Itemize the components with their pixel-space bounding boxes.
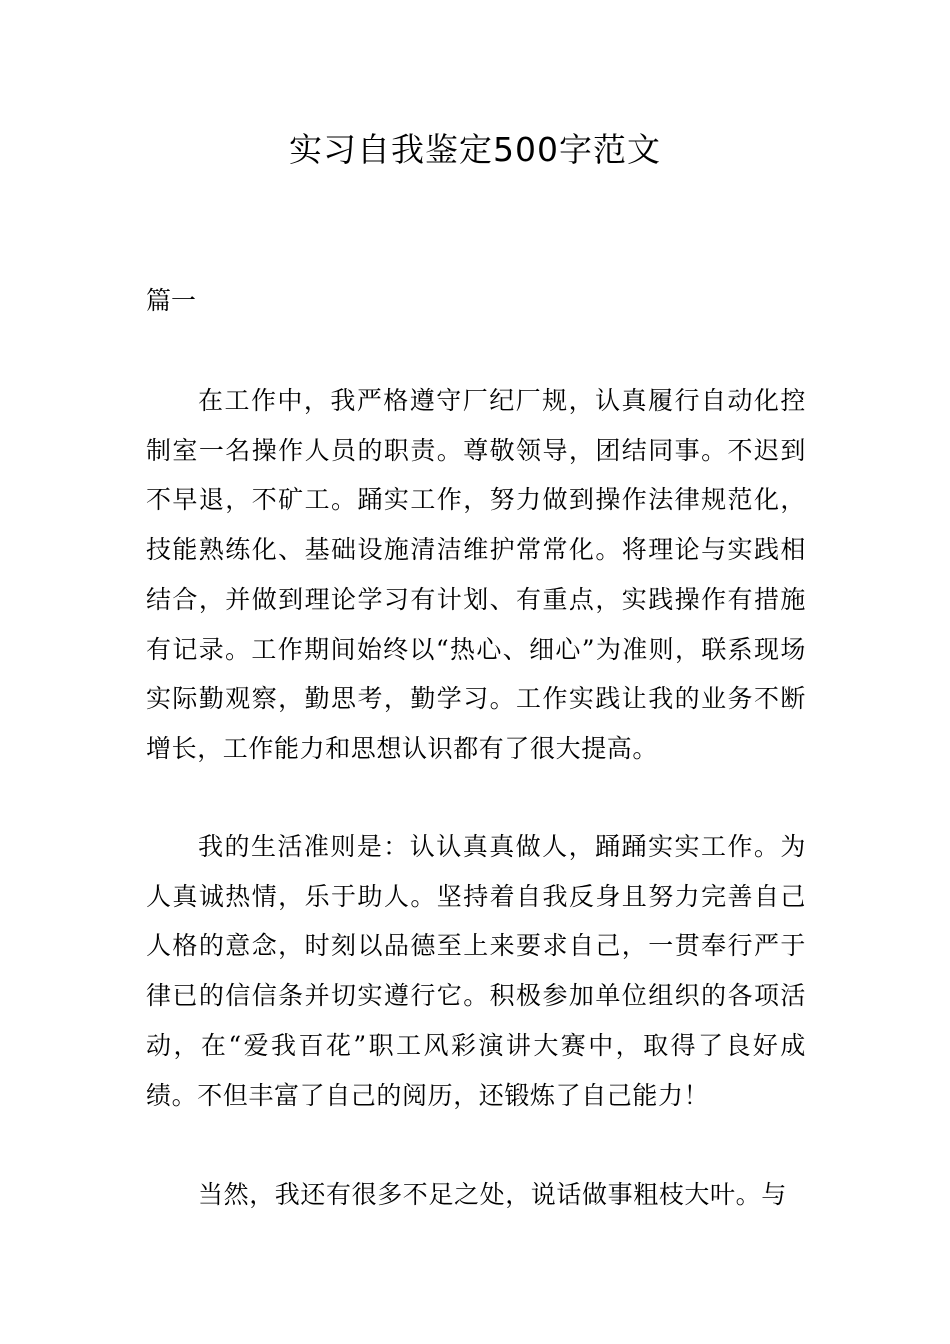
paragraph-3: 当然，我还有很多不足之处，说话做事粗枝大叶。与 <box>198 1180 787 1209</box>
section-label: 篇一 <box>146 286 197 315</box>
paragraph-1: 在工作中，我严格遵守厂纪厂规，认真履行自动化控制室一名操作人员的职责。尊敬领导，团结同事。不迟到不早退，不矿工。踊实工作，努力做到操作法律规范化，技能熟练化、基础设施清洁维护常常化。将理论与实践相结合，并做到理论学习有计划、有重点，实践操作有措施有记录。工作期间始终以“热心、细心”为准则，联系现场实际勤观察，勤思考，勤学习。工作实践让我的业务不断增长，工作能力和思想认识都有了很大提高。 <box>146 386 806 763</box>
document-title: 实习自我鉴定500字范文 <box>289 130 661 169</box>
paragraph-2: 我的生活准则是：认认真真做人，踊踊实实工作。为人真诚热情，乐于助人。坚持着自我反身且努力完善自己人格的意念，时刻以品德至上来要求自己，一贯奉行严于律已的信信条并切实遵行它。积极参加单位组织的各项活动，在“爱我百花”职工风彩演讲大赛中，取得了良好成绩。不但丰富了自己的阅历，还锻炼了自己能力！ <box>146 832 806 1110</box>
